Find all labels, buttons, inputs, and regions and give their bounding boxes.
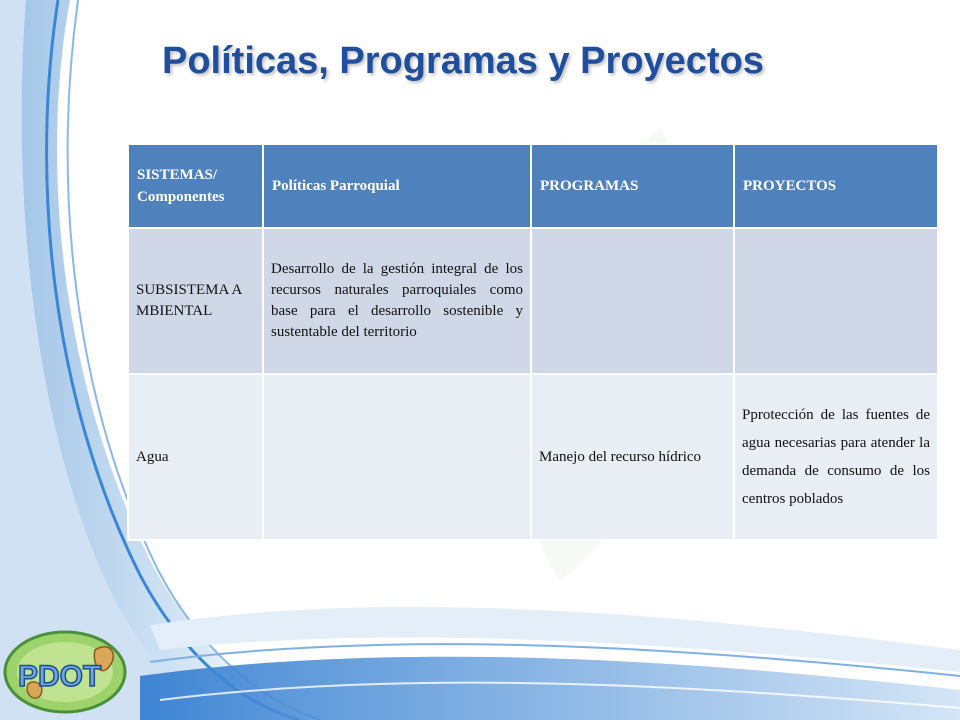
cell-component: SUBSISTEMA AMBIENTAL xyxy=(128,228,263,374)
table-header-row xyxy=(128,144,938,228)
header-components: SISTEMAS/ Componentes xyxy=(128,144,263,228)
cell-program: Manejo del recurso hídrico xyxy=(531,374,734,540)
cell-project: Pprotección de las fuentes de agua necesarias para atender la demanda de consumo de los centros poblados xyxy=(734,374,938,540)
slide-title: Políticas, Programas y Proyectos xyxy=(162,40,764,82)
table-row xyxy=(128,374,938,540)
policies-table xyxy=(127,143,939,541)
cell-policy xyxy=(263,374,531,540)
cell-program xyxy=(531,228,734,374)
table-row xyxy=(128,228,938,374)
pdot-logo xyxy=(0,620,150,720)
cell-project xyxy=(734,228,938,374)
cell-policy: Desarrollo de la gestión integral de los recursos naturales parroquiales como base para el desarrollo sostenible y sustentable del territorio xyxy=(263,228,531,374)
header-policies: Políticas Parroquial xyxy=(263,144,531,228)
header-programs: PROGRAMAS xyxy=(531,144,734,228)
cell-component: Agua xyxy=(128,374,263,540)
logo-text: PDOT xyxy=(18,660,102,693)
header-projects: PROYECTOS xyxy=(734,144,938,228)
